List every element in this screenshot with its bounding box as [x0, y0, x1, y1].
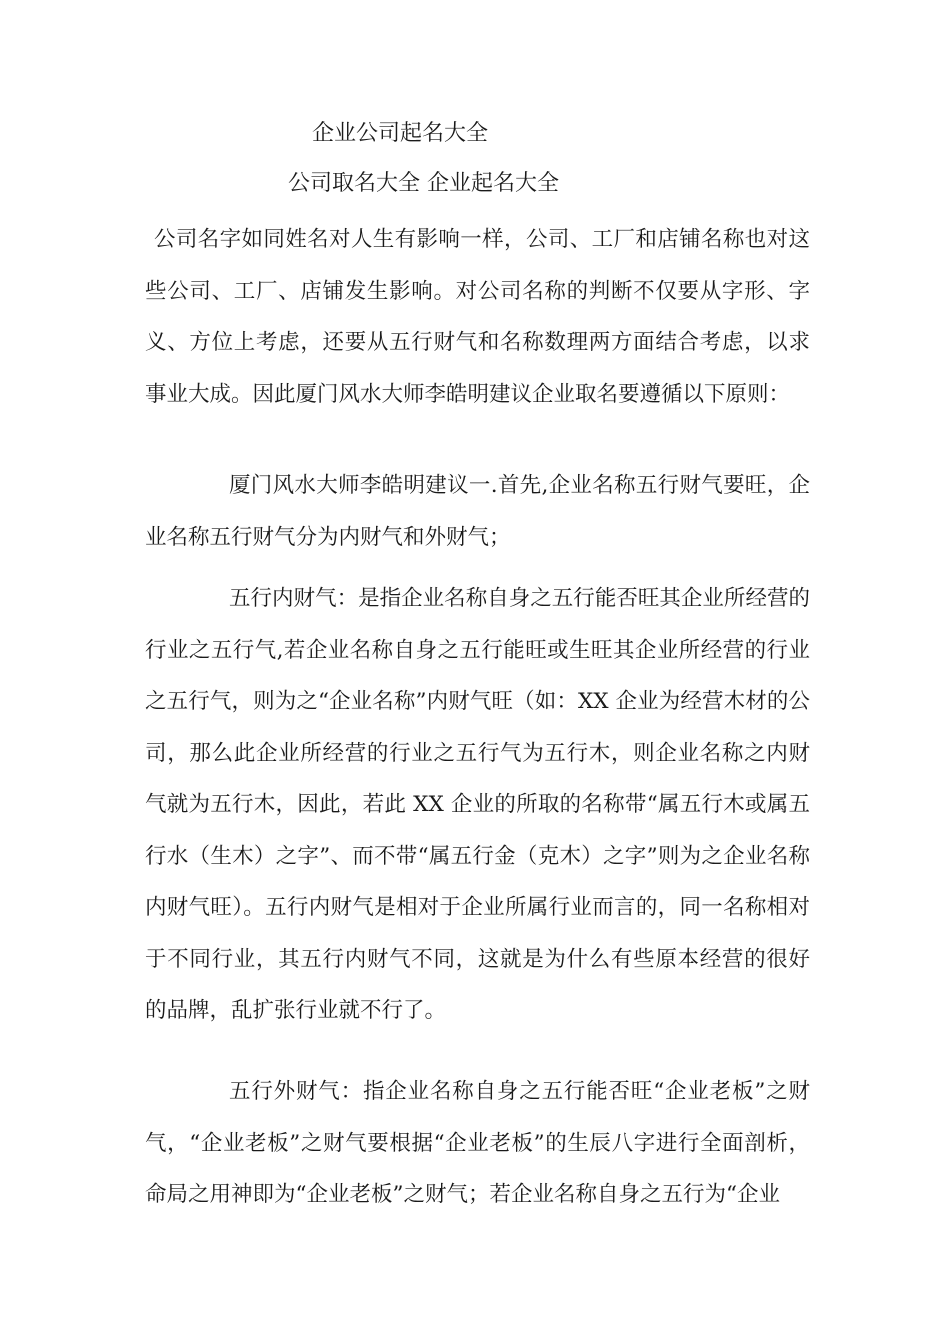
- document-subtitle: 公司取名大全 企业起名大全: [288, 171, 559, 196]
- paragraph-principle-one: 厦门风水大师李皓明建议一.首先,企业名称五行财气要旺，企业名称五行财气分为内财气和外财气；: [145, 473, 810, 550]
- paragraph-outer-wealth: 五行外财气：指企业名称自身之五行能否旺“企业老板”之财气，“企业老板”之财气要根据“企业老板”的生辰八字进行全面剖析，命局之用神即为“企业老板”之财气；若企业名称自身之五行为“企业: [145, 1079, 810, 1207]
- document-title: 企业公司起名大全: [312, 121, 489, 146]
- paragraph-intro: 公司名字如同姓名对人生有影响一样，公司、工厂和店铺名称也对这些公司、工厂、店铺发生影响。对公司名称的判断不仅要从字形、字义、方位上考虑，还要从五行财气和名称数理两方面结合考虑，以求事业大成。因此厦门风水大师李皓明建议企业取名要遵循以下原则：: [145, 227, 810, 407]
- paragraph-inner-wealth: 五行内财气：是指企业名称自身之五行能否旺其企业所经营的行业之五行气,若企业名称自身之五行能旺或生旺其企业所经营的行业之五行气，则为之“企业名称”内财气旺（如：XX 企业为经营木材的公司，那么此企业所经营的行业之五行气为五行木，则企业名称之内财气就为五行木，因此，若此 XX 企业的所取的名称带“属五行木或属五行水（生木）之字”、而不带“属五行金（克木）之字”则为之企业名称内财气旺）。五行内财气是相对于企业所属行业而言的，同一名称相对于不同行业，其五行内财气不同，这就是为什么有些原本经营的很好的品牌，乱扩张行业就不行了。: [145, 586, 810, 1023]
